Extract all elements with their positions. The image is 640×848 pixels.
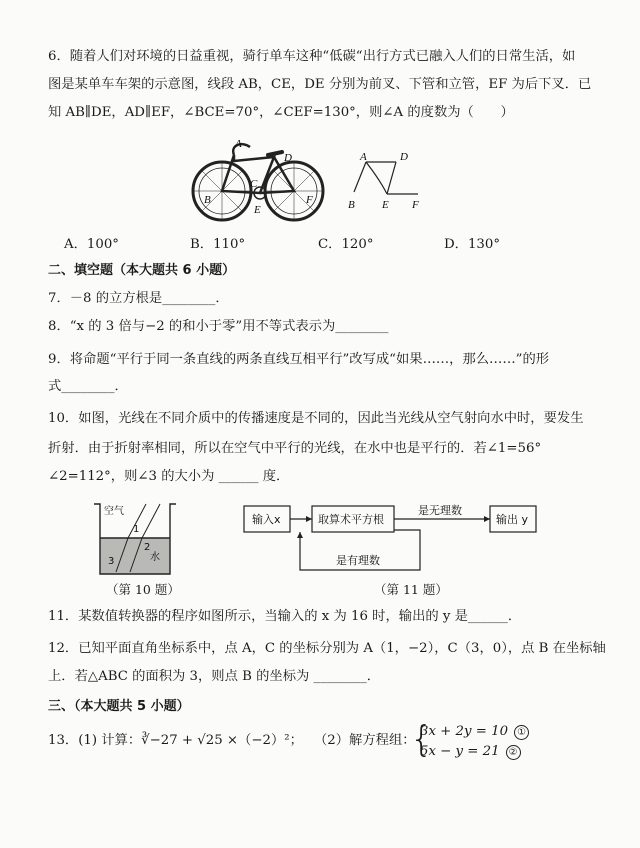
q6-option-a: A．100° [64, 237, 119, 252]
q7: 7．－8 的立方根是________． [48, 291, 229, 306]
flowchart-figure [240, 500, 540, 582]
system-equation-1 [420, 724, 529, 740]
flowchart-input-box: 输入x [252, 513, 281, 526]
fig11-caption: （第 11 题） [374, 582, 448, 597]
q12-line1: 12．已知平面直角坐标系中，点 A，C 的坐标分别为 A（1，−2），C（3，0），点 B 在坐标轴 [48, 641, 606, 656]
q8: 8．“x 的 3 倍与−2 的和小于零”用不等式表示为________ [48, 319, 389, 334]
q6-line3: 知 AB∥DE，AD∥EF，∠BCE=70°，∠CEF=130°，则∠A 的度数为（ ） [48, 105, 514, 120]
q10-line1: 10．如图，光线在不同介质中的传播速度是不同的，因此当光线从空气射向水中时，要发生 [48, 411, 584, 426]
fig10-air-label: 空气 [104, 506, 124, 517]
flowchart-rational-label: 是有理数 [336, 554, 380, 567]
bike-label-c: C [250, 178, 258, 190]
diagram-label-e: E [382, 199, 389, 211]
fig10-angle-2: 2 [144, 542, 151, 553]
diagram-label-d: D [400, 151, 408, 163]
flowchart-process-box: 取算术平方根 [318, 513, 384, 526]
equation-1-marker: ① [514, 725, 529, 740]
diagram-label-b: B [348, 199, 355, 211]
q9-line2: 式________． [48, 379, 128, 394]
q13-part1: 13．(1) 计算：∛−27 + √25 ×（−2）²； [48, 733, 303, 748]
q6-line2: 图是某单车车架的示意图，线段 AB，CE，DE 分别为前叉、下管和立管，EF 为后下叉．已 [48, 77, 592, 92]
q6-option-b: B．110° [190, 237, 246, 252]
q10-line2: 折射．由于折射率相同，所以在空气中平行的光线，在水中也是平行的．若∠1=56° [48, 441, 542, 456]
q10-line3: ∠2=112°，则∠3 的大小为 ______ 度． [48, 469, 290, 484]
bike-label-d: D [284, 152, 292, 164]
bicycle-figure [190, 135, 330, 227]
frame-diagram [340, 148, 430, 216]
bike-label-b: B [204, 194, 211, 206]
q6-option-c: C．120° [318, 237, 374, 252]
fig10-water-label: 水 [150, 552, 160, 563]
diagram-label-f: F [412, 199, 419, 211]
fig10-caption: （第 10 题） [106, 582, 180, 597]
system-brace: { [410, 719, 433, 760]
fig10-angle-3: 3 [108, 556, 115, 567]
q6-line1: 6．随着人们对环境的日益重视，骑行单车这种“低碳“出行方式已融入人们的日常生活，如 [48, 49, 576, 64]
equation-2-marker: ② [506, 745, 521, 760]
system-equation-2 [420, 744, 521, 760]
q11: 11．某数值转换器的程序如图所示，当输入的 x 为 16 时，输出的 y 是______． [48, 609, 522, 624]
q9-line1: 9．将命题“平行于同一条直线的两条直线互相平行”改写成“如果……，那么……”的形 [48, 352, 550, 367]
q6-option-d: D．130° [444, 237, 500, 252]
bike-label-e: E [254, 204, 261, 216]
diagram-label-a: A [360, 151, 367, 163]
equation-1-text: 3x + 2y = 10 [420, 724, 509, 739]
equation-2-text: 5x − y = 21 [420, 744, 500, 759]
q12-line2: 上．若△ABC 的面积为 3，则点 B 的坐标为 ________． [48, 669, 381, 684]
flowchart-irrational-label: 是无理数 [418, 504, 462, 517]
section2-heading: 二、填空题（本大题共 6 小题） [48, 263, 236, 278]
bike-label-a: A [235, 138, 242, 150]
beaker-figure [90, 498, 180, 578]
flowchart-output-box: 输出 y [496, 513, 529, 526]
fig10-angle-1: 1 [133, 524, 140, 535]
bike-label-f: F [306, 194, 313, 206]
q13-part2: （2）解方程组： [314, 733, 416, 748]
section3-heading: 三、（本大题共 5 小题） [48, 699, 190, 714]
